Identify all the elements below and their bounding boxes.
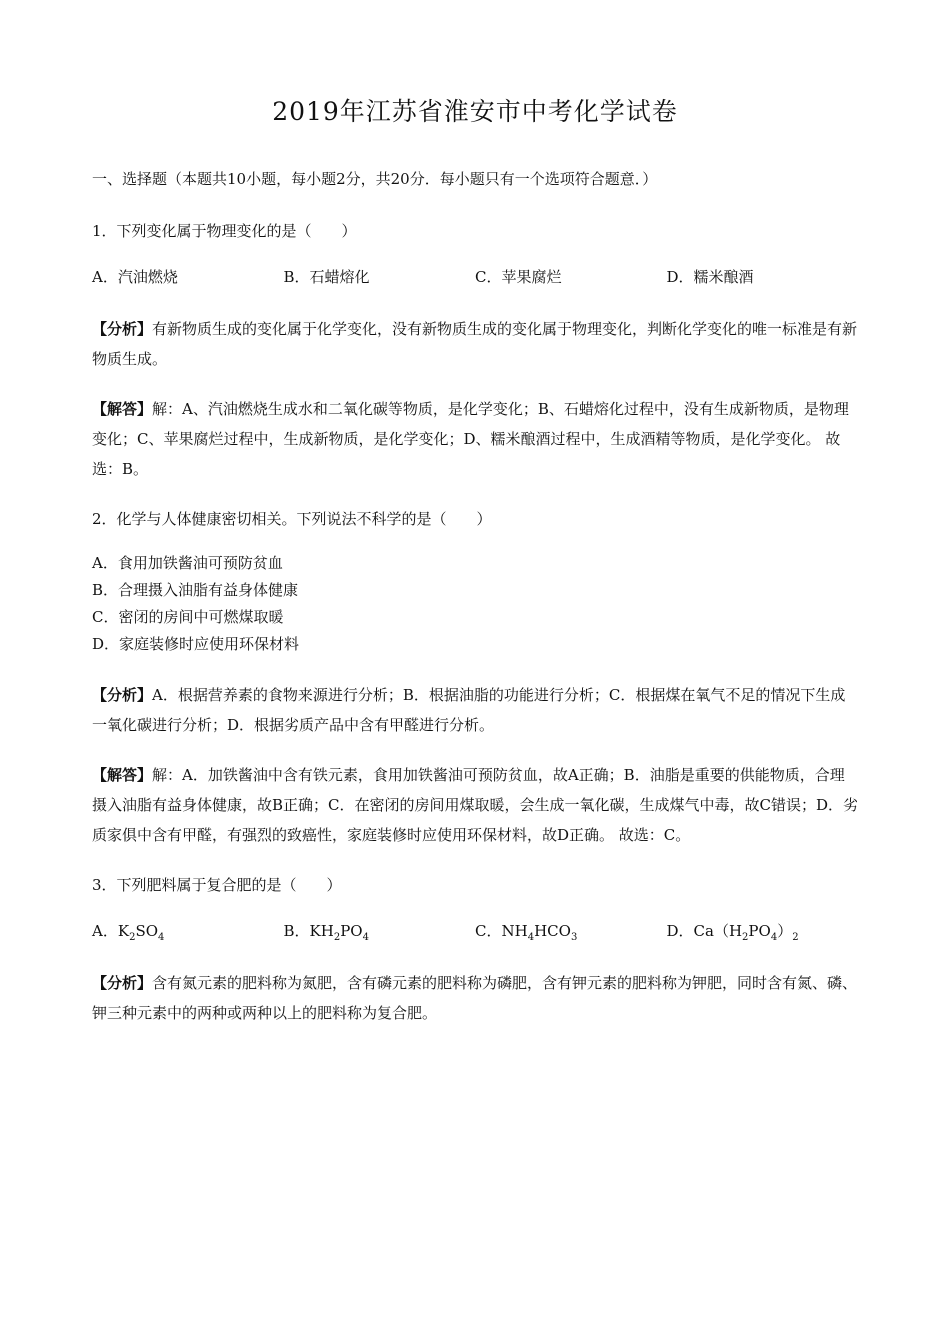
question-1-option-b: B．石蜡熔化 — [283, 268, 370, 286]
question-2-answer — [92, 760, 858, 850]
question-2-option-c: C．密闭的房间中可燃煤取暖 — [92, 608, 284, 626]
formula-part: KH — [309, 922, 334, 940]
question-3-option-a — [92, 916, 284, 946]
question-1-option-a: A．汽油燃烧 — [92, 268, 178, 286]
question-1-option-c: C．苹果腐烂 — [475, 268, 562, 286]
formula-subscript: 4 — [158, 932, 165, 943]
question-3-analysis — [92, 968, 858, 1028]
formula-subscript: 2 — [792, 932, 799, 943]
option-label: A． — [92, 922, 118, 940]
formula-subscript: 2 — [333, 932, 341, 943]
answer-tag: 【解答】 — [92, 400, 153, 418]
formula-subscript: 4 — [527, 932, 535, 943]
question-1-analysis — [92, 314, 858, 374]
answer-text: 解：A、汽油燃烧生成水和二氧化碳等物质，是化学变化；B、石蜡熔化过程中，没有生成新物质，是物理变化；C、苹果腐烂过程中，生成新物质，是化学变化；D、糯米酿酒过程中，生成酒精等物质，是化学变化。 故选：B。 — [92, 400, 849, 478]
formula-part: K — [117, 922, 130, 940]
option-label: B． — [283, 922, 310, 940]
analysis-text: 含有氮元素的肥料称为氮肥，含有磷元素的肥料称为磷肥，含有钾元素的肥料称为钾肥，同时含有氮、磷、钾三种元素中的两种或两种以上的肥料称为复合肥。 — [92, 974, 858, 1022]
question-3-option-d — [667, 916, 859, 946]
analysis-tag: 【分析】 — [92, 320, 153, 338]
answer-text: 解：A．加铁酱油中含有铁元素，食用加铁酱油可预防贫血，故A正确；B．油脂是重要的供能物质，合理摄入油脂有益身体健康，故B正确；C．在密闭的房间用煤取暖，会生成一氧化碳，生成煤气中毒，故C错误；D．劣质家俱中含有甲醛，有强烈的致癌性，家庭装修时应使用环保材料，故D正确。 故选：C。 — [92, 766, 859, 844]
question-2-option-d: D．家庭装修时应使用环保材料 — [92, 635, 300, 653]
question-1-option-d: D．糯米酿酒 — [666, 268, 754, 286]
formula-part: PO — [340, 922, 363, 940]
question-2-stem: 2．化学与人体健康密切相关。下列说法不科学的是（ ） — [92, 510, 492, 528]
formula-part: Ca（H — [693, 922, 743, 940]
question-2-option-a: A．食用加铁酱油可预防贫血 — [92, 554, 283, 572]
question-3-option-c — [475, 916, 667, 946]
formula-subscript: 2 — [742, 932, 749, 943]
formula-subscript: 4 — [362, 932, 369, 943]
question-3-options — [92, 916, 858, 946]
question-1-stem: 1．下列变化属于物理变化的是（ ） — [92, 222, 357, 240]
formula-part: NH — [501, 922, 528, 940]
formula-subscript: 4 — [770, 932, 778, 943]
question-2-options — [92, 550, 858, 658]
question-2-option-b: B．合理摄入油脂有益身体健康 — [92, 581, 299, 599]
formula-subscript: 2 — [129, 932, 136, 943]
analysis-tag: 【分析】 — [92, 974, 153, 992]
page-title: 2019年江苏省淮安市中考化学试卷 — [272, 97, 678, 126]
formula-part: HCO — [534, 922, 571, 940]
formula-part: ） — [777, 922, 793, 940]
formula-subscript: 3 — [570, 932, 578, 943]
formula-part: SO — [135, 922, 159, 940]
analysis-tag: 【分析】 — [92, 686, 153, 704]
section-heading: 一、选择题（本题共10小题，每小题2分，共20分．每小题只有一个选项符合题意．） — [92, 170, 658, 188]
analysis-text: 有新物质生成的变化属于化学变化，没有新物质生成的变化属于物理变化，判断化学变化的唯一标准是有新物质生成。 — [92, 320, 858, 368]
question-3-option-b — [284, 916, 476, 946]
question-2-analysis — [92, 680, 858, 740]
analysis-text: A．根据营养素的食物来源进行分析；B．根据油脂的功能进行分析；C．根据煤在氧气不足的情况下生成一氧化碳进行分析；D．根据劣质产品中含有甲醛进行分析。 — [92, 686, 846, 734]
answer-tag: 【解答】 — [92, 766, 153, 784]
option-label: D． — [666, 922, 694, 940]
question-3-stem: 3．下列肥料属于复合肥的是（ ） — [92, 876, 342, 894]
option-label: C． — [475, 922, 502, 940]
question-1-answer — [92, 394, 858, 484]
question-1-options — [92, 262, 858, 292]
formula-part: PO — [748, 922, 771, 940]
